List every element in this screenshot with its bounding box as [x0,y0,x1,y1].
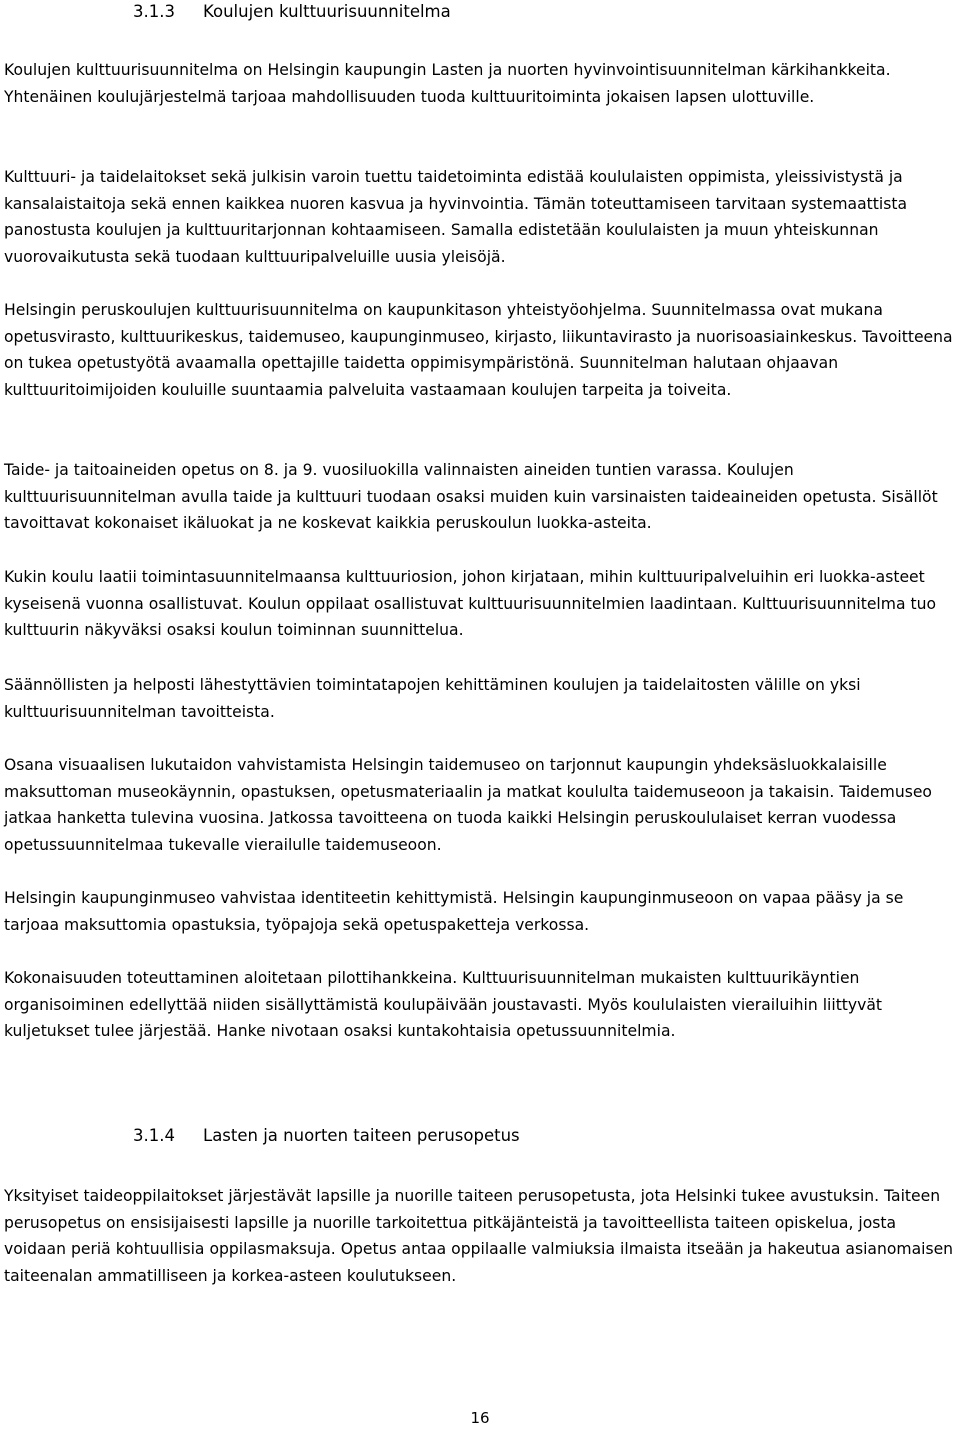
paragraph: Helsingin kaupunginmuseo vahvistaa identiteetin kehittymistä. Helsingin kaupunginmuseoon on vapaa pääsy ja se tarjoaa maksuttomia opastuksia, työpajoja sekä opetuspaketteja verkossa. [4,889,904,934]
paragraph: Kukin koulu laatii toimintasuunnitelmaansa kulttuuriosion, johon kirjataan, mihin kulttuuripalveluihin eri luokka-asteet kyseisenä vuonna osallistuvat. Koulun oppilaat osallistuvat kulttuurisuunnitelmien laadintaan. Kulttuurisuunnitelma tuo kulttuurin näkyväksi osaksi koulun toiminnan suunnittelua. [4,568,936,639]
paragraph: Säännöllisten ja helposti lähestyttävien toimintatapojen kehittäminen koulujen ja taidelaitosten välille on yksi kulttuurisuunnitelman tavoitteista. [4,676,861,721]
section-number: 3.1.3 [133,2,175,21]
paragraph: Helsingin peruskoulujen kulttuurisuunnitelma on kaupunkitason yhteistyöohjelma. Suunnitelmassa ovat mukana opetusvirasto, kulttuurikeskus, taidemuseo, kaupunginmuseo, kirjasto, liikuntavirasto ja nuorisoasiainkeskus. Tavoitteena on tukea opetustyötä avaamalla opettajille taidetta oppimisympäristönä. Suunnitelman halutaan ohjaavan kulttuuritoimijoiden kouluille suuntaamia palveluita vastaamaan koulujen tarpeita ja toiveita. [4,301,953,399]
paragraph: Osana visuaalisen lukutaidon vahvistamista Helsingin taidemuseo on tarjonnut kaupungin yhdeksäsluokkalaisille maksuttoman museokäynnin, opastuksen, opetusmateriaalin ja matkat koululta taidemuseoon ja takaisin. Taidemuseo jatkaa hanketta tulevina vuosina. Jatkossa tavoitteena on tuoda kaikki Helsingin peruskoululaiset kerran vuodessa opetussuunnitelmaa tukevalle vierailulle taidemuseoon. [4,756,932,854]
paragraph: Koulujen kulttuurisuunnitelma on Helsingin kaupungin Lasten ja nuorten hyvinvointisuunnitelman kärkihankkeita. Yhtenäinen koulujärjestelmä tarjoaa mahdollisuuden tuoda kulttuuritoiminta jokaisen lapsen ulottuville. [4,61,891,106]
section-number: 3.1.4 [133,1126,175,1145]
paragraph: Kulttuuri- ja taidelaitokset sekä julkisin varoin tuettu taidetoiminta edistää koululaisten oppimista, yleissivistystä ja kansalaistaitoja sekä ennen kaikkea nuoren kasvua ja hyvinvointia. Tämän toteuttamiseen tarvitaan systemaattista panostusta koulujen ja kulttuuritarjonnan kohtaamiseen. Samalla edistetään koululaisten ja muun yhteiskunnan vuorovaikutusta sekä tuodaan kulttuuripalveluille uusia yleisöjä. [4,168,908,266]
section-heading [133,1124,520,1148]
paragraph: Taide- ja taitoaineiden opetus on 8. ja 9. vuosiluokilla valinnaisten aineiden tuntien varassa. Koulujen kulttuurisuunnitelman avulla taide ja kulttuuri tuodaan osaksi muiden kuin varsinaisten taideaineiden opetusta. Sisällöt tavoittavat kokonaiset ikäluokat ja ne koskevat kaikkia peruskoulun luokka-asteita. [4,461,938,532]
section-title: Koulujen kulttuurisuunnitelma [203,2,451,21]
paragraph: Kokonaisuuden toteuttaminen aloitetaan pilottihankkeina. Kulttuurisuunnitelman mukaisten kulttuurikäyntien organisoiminen edellyttää niiden sisällyttämistä koulupäivään joustavasti. Myös koululaisten vierailuihin liittyvät kuljetukset tulee järjestää. Hanke nivotaan osaksi kuntakohtaisia opetussuunnitelmia. [4,969,883,1040]
section-heading [133,0,451,24]
section-title: Lasten ja nuorten taiteen perusopetus [203,1126,520,1145]
paragraph: Yksityiset taideoppilaitokset järjestävät lapsille ja nuorille taiteen perusopetusta, jota Helsinki tukee avustuksin. Taiteen perusopetus on ensisijaisesti lapsille ja nuorille tarkoitettua pitkäjänteistä ja tavoitteellista taiteen opiskelua, josta voidaan periä kohtuullisia oppilasmaksuja. Opetus antaa oppilaalle valmiuksia ilmaista itseään ja hakeutua asianomaisen taiteenalan ammatilliseen ja korkea-asteen koulutukseen. [4,1187,954,1285]
page-number: 16 [470,1409,490,1427]
